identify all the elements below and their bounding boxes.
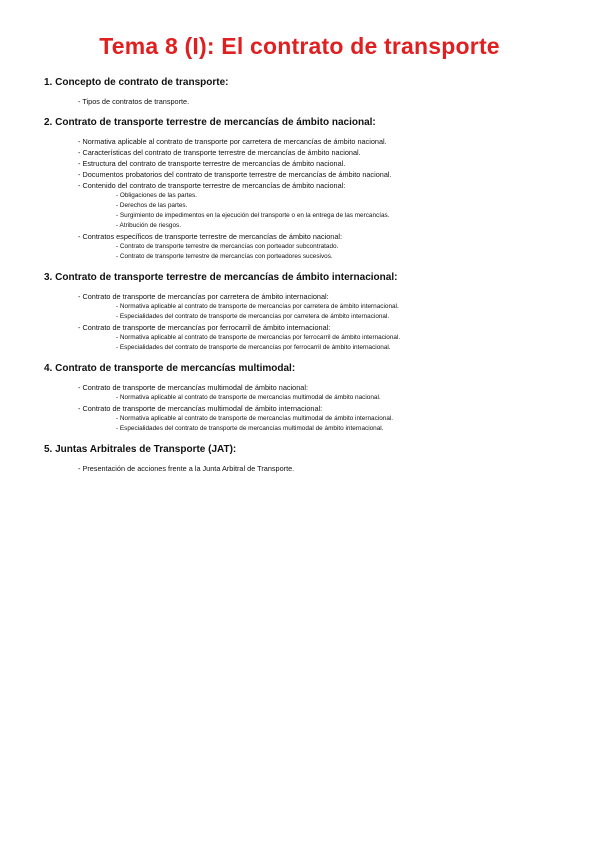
outline-item: - Contrato de transporte de mercancías por ferrocarril de ámbito internacional: — [78, 323, 331, 332]
page-title: Tema 8 (I): El contrato de transporte — [99, 33, 500, 59]
outline-subitem: - Contrato de transporte terrestre de mercancías con porteador subcontratado. — [116, 243, 339, 250]
section-heading: 1. Concepto de contrato de transporte: — [44, 77, 229, 88]
outline-item: - Contenido del contrato de transporte terrestre de mercancías de ámbito nacional: — [78, 181, 346, 190]
outline-section — [44, 272, 584, 353]
outline-subitem: - Atribución de riesgos. — [116, 222, 182, 229]
section-heading: 3. Contrato de transporte terrestre de mercancías de ámbito internacional: — [44, 272, 398, 283]
section-heading: 2. Contrato de transporte terrestre de mercancías de ámbito nacional: — [44, 117, 376, 128]
section-heading: 5. Juntas Arbitrales de Transporte (JAT): — [44, 444, 237, 455]
outline-section — [44, 117, 584, 262]
outline — [44, 77, 584, 484]
outline-subitem: - Normativa aplicable al contrato de transporte de mercancías por ferrocarril de ámbito internacional. — [116, 334, 401, 341]
outline-item: - Contrato de transporte de mercancías multimodal de ámbito internacional: — [78, 404, 323, 413]
outline-subitem: - Normativa aplicable al contrato de transporte de mercancías por carretera de ámbito internacional. — [116, 303, 399, 310]
outline-item: - Normativa aplicable al contrato de transporte por carretera de mercancías de ámbito nacional. — [78, 137, 387, 146]
outline-subitem: - Contrato de transporte terrestre de mercancías con porteadores sucesivos. — [116, 253, 333, 260]
outline-item: - Características del contrato de transporte terrestre de mercancías de ámbito nacional. — [78, 148, 361, 157]
outline-subitem: - Surgimiento de impedimentos en la ejecución del transporte o en la entrega de las mercancías. — [116, 212, 390, 219]
outline-subitem: - Normativa aplicable al contrato de transporte de mercancías multimodal de ámbito nacional. — [116, 394, 381, 401]
outline-item: - Presentación de acciones frente a la Junta Arbitral de Transporte. — [78, 464, 295, 473]
outline-subitem: - Especialidades del contrato de transporte de mercancías por carretera de ámbito internacional. — [116, 313, 390, 320]
outline-section — [44, 77, 584, 107]
outline-subitem: - Especialidades del contrato de transporte de mercancías por ferrocarril de ámbito internacional. — [116, 344, 391, 351]
outline-subitem: - Especialidades del contrato de transporte de mercancías multimodal de ámbito internacional. — [116, 425, 384, 432]
outline-item: - Contrato de transporte de mercancías por carretera de ámbito internacional: — [78, 292, 329, 301]
outline-item: - Contrato de transporte de mercancías multimodal de ámbito nacional: — [78, 383, 308, 392]
outline-item: - Contratos específicos de transporte terrestre de mercancías de ámbito nacional: — [78, 232, 343, 241]
outline-subitem: - Derechos de las partes. — [116, 202, 188, 209]
section-heading: 4. Contrato de transporte de mercancías multimodal: — [44, 363, 296, 374]
outline-item: - Tipos de contratos de transporte. — [78, 97, 190, 106]
outline-subitem: - Obligaciones de las partes. — [116, 192, 197, 199]
outline-section — [44, 444, 584, 474]
outline-section — [44, 363, 584, 434]
outline-subitem: - Normativa aplicable al contrato de transporte de mercancías multimodal de ámbito internacional. — [116, 415, 394, 422]
outline-item: - Documentos probatorios del contrato de transporte terrestre de mercancías de ámbito nacional. — [78, 170, 392, 179]
outline-item: - Estructura del contrato de transporte terrestre de mercancías de ámbito nacional. — [78, 159, 346, 168]
